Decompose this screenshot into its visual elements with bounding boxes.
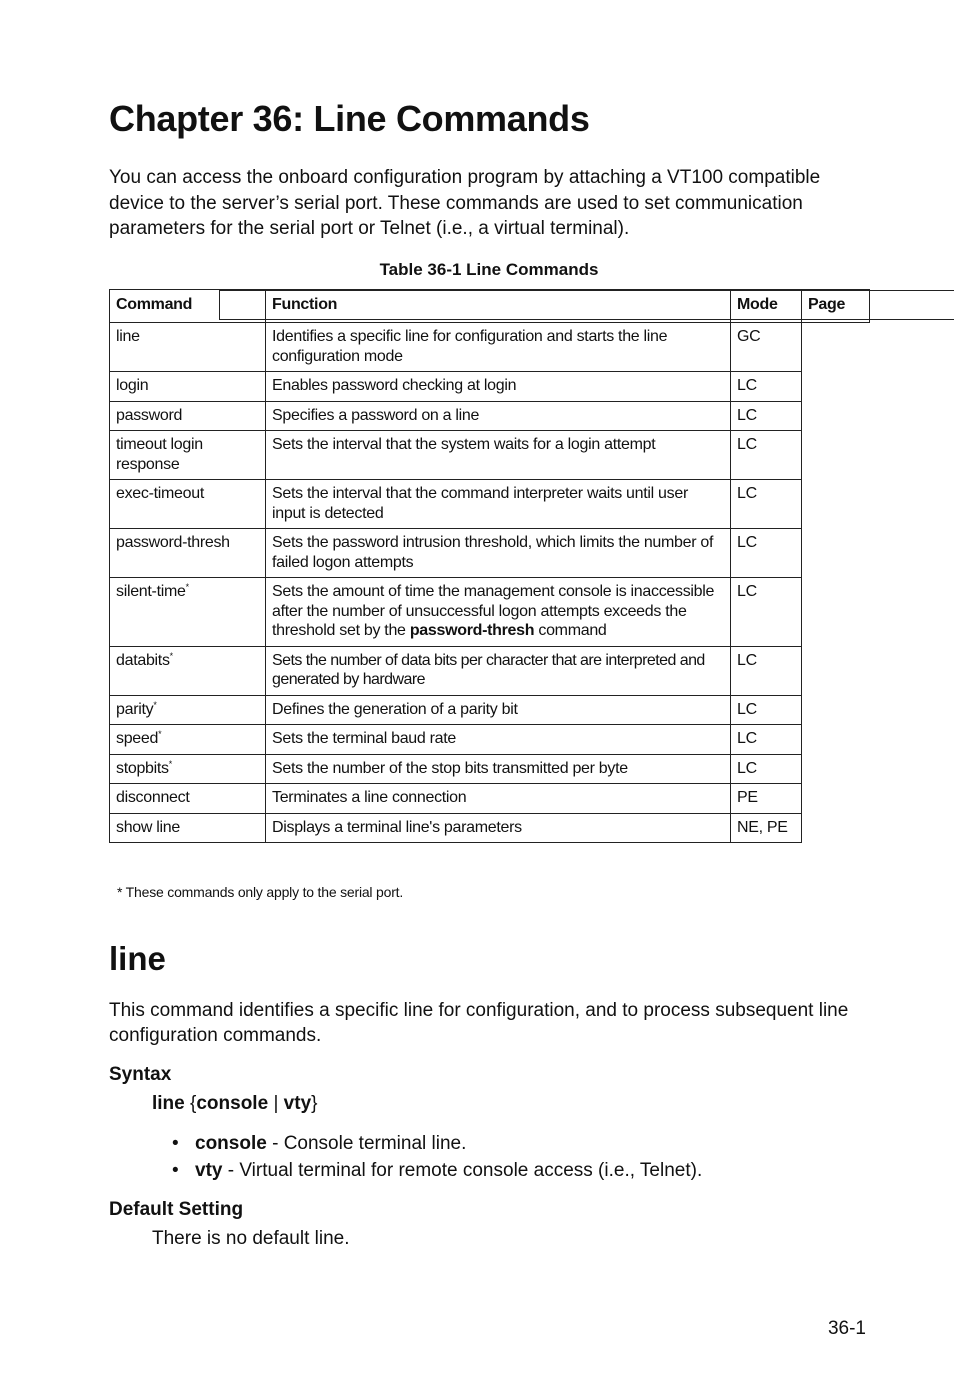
function-text: Sets the amount of time the management console is inaccessible after the number of unsuccessful logon attempts exceeds the threshold set by the xyxy=(272,583,715,639)
function-cell: Specifies a password on a line xyxy=(266,401,731,431)
command-cell xyxy=(110,323,266,372)
function-cell: Enables password checking at login xyxy=(266,372,731,402)
function-cell: Sets the number of data bits per character that are interpreted and generated by hardware xyxy=(266,646,731,695)
function-cell: Sets the number of the stop bits transmitted per byte xyxy=(266,754,731,784)
table-row xyxy=(110,529,870,578)
command-cell xyxy=(110,431,266,480)
table-row xyxy=(110,480,870,529)
serial-only-mark: * xyxy=(168,758,172,769)
command-cell xyxy=(110,695,266,725)
syntax-brace-close: } xyxy=(311,1093,318,1114)
table-footnote: * These commands only apply to the serial port. xyxy=(117,884,404,900)
mode-cell: PE xyxy=(731,784,802,814)
mode-cell: NE, PE xyxy=(731,813,802,843)
function-bold-command: password-thresh xyxy=(409,622,535,639)
page-cell xyxy=(219,290,954,321)
intro-paragraph: You can access the onboard configuration program by attaching a VT100 compatible device to the server’s serial port. These commands are used to set communication parameters for the serial port or Telnet (i.e., a virtual terminal). xyxy=(109,167,821,239)
syntax-separator: | xyxy=(268,1093,284,1114)
mode-cell: LC xyxy=(731,754,802,784)
default-setting-text: There is no default line. xyxy=(152,1228,350,1249)
mode-cell: LC xyxy=(731,431,802,480)
table-row xyxy=(110,725,870,755)
command-name: databits xyxy=(116,651,170,669)
syntax-option-console: console xyxy=(196,1093,269,1114)
syntax-line xyxy=(152,1093,318,1115)
function-cell: Terminates a line connection xyxy=(266,784,731,814)
command-name: timeout login response xyxy=(116,436,203,473)
section-description: This command identifies a specific line for configuration, and to process subsequent line configuration commands. xyxy=(109,1000,849,1046)
command-name: silent-time xyxy=(116,583,186,600)
command-cell xyxy=(110,372,266,402)
mode-cell: LC xyxy=(731,578,802,647)
function-tail: command xyxy=(534,622,607,639)
table-row xyxy=(110,431,870,480)
page-number: 36-1 xyxy=(827,1318,866,1339)
command-name: disconnect xyxy=(116,789,190,806)
function-cell: Defines the generation of a parity bit xyxy=(266,695,731,725)
serial-only-mark: * xyxy=(153,699,157,710)
syntax-option-vty: vty xyxy=(283,1093,312,1114)
default-setting-heading: Default Setting xyxy=(109,1199,244,1220)
table-row xyxy=(110,578,870,647)
syntax-brace-open: { xyxy=(184,1093,197,1114)
mode-cell: LC xyxy=(731,401,802,431)
command-name: exec-timeout xyxy=(116,485,204,502)
bullet: • xyxy=(172,1160,179,1181)
table-row xyxy=(110,695,870,725)
mode-cell: LC xyxy=(731,529,802,578)
header-command: Command xyxy=(110,290,266,323)
serial-only-mark: * xyxy=(158,729,162,739)
command-name: speed xyxy=(116,730,159,747)
command-cell xyxy=(110,813,266,843)
table-row xyxy=(110,754,870,784)
header-mode: Mode xyxy=(731,290,802,323)
mode-cell: LC xyxy=(731,646,802,695)
command-cell xyxy=(110,754,266,784)
table-row xyxy=(110,372,870,402)
function-cell: Identifies a specific line for configuration and starts the line configuration mode xyxy=(266,323,731,372)
table-row xyxy=(110,813,870,843)
syntax-command: line xyxy=(152,1093,185,1114)
chapter-title: Chapter 36: Line Commands xyxy=(109,98,590,139)
command-name: show line xyxy=(116,818,181,836)
function-cell: Displays a terminal line's parameters xyxy=(266,813,731,843)
param-desc: - Virtual terminal for remote console access (i.e., Telnet). xyxy=(222,1160,703,1181)
mode-cell: LC xyxy=(731,480,802,529)
table-row xyxy=(110,646,870,695)
mode-cell: LC xyxy=(731,372,802,402)
section-title: line xyxy=(109,940,166,977)
mode-cell: LC xyxy=(731,695,802,725)
table-caption: Table 36-1 Line Commands xyxy=(379,260,599,279)
mode-cell: GC xyxy=(731,323,802,372)
param-name: console xyxy=(195,1133,267,1154)
list-item xyxy=(152,1157,702,1184)
command-name: password xyxy=(116,406,183,424)
command-name: login xyxy=(116,377,149,394)
header-page: Page xyxy=(802,290,870,323)
command-cell xyxy=(110,725,266,755)
serial-only-mark: * xyxy=(169,650,173,661)
command-cell xyxy=(110,646,266,695)
table-row xyxy=(110,323,870,372)
syntax-heading: Syntax xyxy=(109,1064,172,1085)
command-name: stopbits xyxy=(116,759,169,777)
function-cell: Sets the terminal baud rate xyxy=(266,725,731,755)
param-desc: - Console terminal line. xyxy=(266,1133,467,1154)
parameter-list xyxy=(152,1130,702,1184)
table-row xyxy=(110,401,870,431)
mode-cell: LC xyxy=(731,725,802,755)
list-item xyxy=(152,1130,702,1157)
command-cell xyxy=(110,529,266,578)
function-cell xyxy=(266,578,731,647)
command-name: line xyxy=(116,328,140,345)
command-name: parity xyxy=(116,700,154,718)
header-function: Function xyxy=(266,290,731,323)
command-cell xyxy=(110,480,266,529)
command-cell xyxy=(110,784,266,814)
function-cell: Sets the interval that the command interpreter waits until user input is detected xyxy=(266,480,731,529)
table-row xyxy=(110,784,870,814)
command-name: password-thresh xyxy=(116,534,230,551)
bullet: • xyxy=(172,1133,179,1154)
function-cell: Sets the interval that the system waits for a login attempt xyxy=(266,431,731,480)
function-cell: Sets the password intrusion threshold, which limits the number of failed logon attempts xyxy=(266,529,731,578)
command-cell xyxy=(110,401,266,431)
command-cell xyxy=(110,578,266,647)
param-name: vty xyxy=(195,1160,223,1181)
line-commands-table xyxy=(109,289,870,843)
serial-only-mark: * xyxy=(185,582,189,592)
